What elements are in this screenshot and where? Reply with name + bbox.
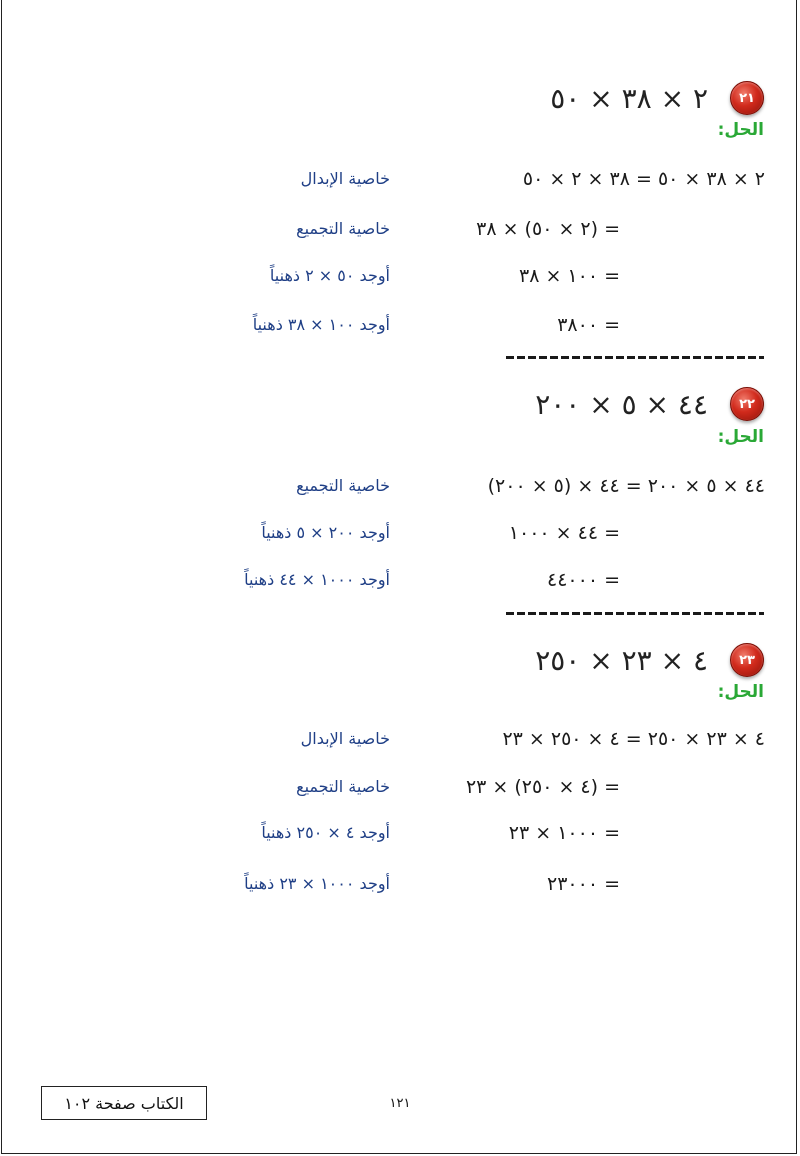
solution-step xyxy=(0,260,800,292)
problem-expression: ٢ × ٣٨ × ٥٠ xyxy=(550,81,708,115)
problem-number-badge: ٢٣ xyxy=(730,643,764,677)
solution-label: الحل: xyxy=(717,682,764,702)
problem-number-badge: ٢٢ xyxy=(730,387,764,421)
step-equation: ٤ × ٢٣ × ٢٥٠ = ٤ × ٢٥٠ × ٢٣ xyxy=(502,728,765,750)
solution-step xyxy=(0,470,800,502)
step-equation: = ٣٨٠٠ xyxy=(557,314,620,336)
step-equation: = ٢٣٠٠٠ xyxy=(547,873,620,895)
solution-step xyxy=(0,309,800,341)
solution-label: الحل: xyxy=(717,120,764,140)
step-equation: = ٤٤ × ١٠٠٠ xyxy=(508,522,620,544)
solution-step xyxy=(0,564,800,596)
step-equation: = ٤٤٠٠٠ xyxy=(547,569,620,591)
step-reason: أوجد ١٠٠٠ × ٤٤ ذهنياً xyxy=(244,570,390,589)
step-reason: خاصية الإبدال xyxy=(300,169,390,188)
problem-number-badge: ٢١ xyxy=(730,81,764,115)
step-equation: = ١٠٠ × ٣٨ xyxy=(518,265,620,287)
step-reason: أوجد ١٠٠٠ × ٢٣ ذهنياً xyxy=(244,874,390,893)
solution-step xyxy=(0,817,800,849)
solution-step xyxy=(0,771,800,803)
problem-header-22 xyxy=(535,384,764,424)
solution-step xyxy=(0,213,800,245)
dashed-separator xyxy=(506,356,764,359)
problem-header-23 xyxy=(535,640,764,680)
problem-expression: ٤ × ٢٣ × ٢٥٠ xyxy=(535,643,708,677)
step-equation: ٢ × ٣٨ × ٥٠ = ٣٨ × ٢ × ٥٠ xyxy=(522,168,765,190)
step-equation: = ١٠٠٠ × ٢٣ xyxy=(508,822,620,844)
solution-step xyxy=(0,163,800,195)
solution-label: الحل: xyxy=(717,427,764,447)
solution-step xyxy=(0,517,800,549)
step-equation: = (٤ × ٢٥٠) × ٢٣ xyxy=(465,776,620,798)
step-reason: أوجد ٢٠٠ × ٥ ذهنياً xyxy=(261,523,390,542)
problem-header-21 xyxy=(550,78,764,118)
step-reason: خاصية التجميع xyxy=(296,476,390,495)
book-page-reference: الكتاب صفحة ١٠٢ xyxy=(41,1086,207,1120)
step-reason: أوجد ١٠٠ × ٣٨ ذهنياً xyxy=(252,315,390,334)
page-number: ١٢١ xyxy=(389,1096,411,1111)
problem-expression: ٤٤ × ٥ × ٢٠٠ xyxy=(535,387,708,421)
step-equation: ٤٤ × ٥ × ٢٠٠ = ٤٤ × (٥ × ٢٠٠) xyxy=(487,475,765,497)
step-reason: خاصية الإبدال xyxy=(300,729,390,748)
dashed-separator xyxy=(506,612,764,615)
solution-step xyxy=(0,723,800,755)
step-equation: = (٢ × ٥٠) × ٣٨ xyxy=(476,218,620,240)
step-reason: خاصية التجميع xyxy=(296,777,390,796)
step-reason: خاصية التجميع xyxy=(296,219,390,238)
step-reason: أوجد ٤ × ٢٥٠ ذهنياً xyxy=(261,823,390,842)
step-reason: أوجد ٥٠ × ٢ ذهنياً xyxy=(269,266,390,285)
solution-step xyxy=(0,868,800,900)
